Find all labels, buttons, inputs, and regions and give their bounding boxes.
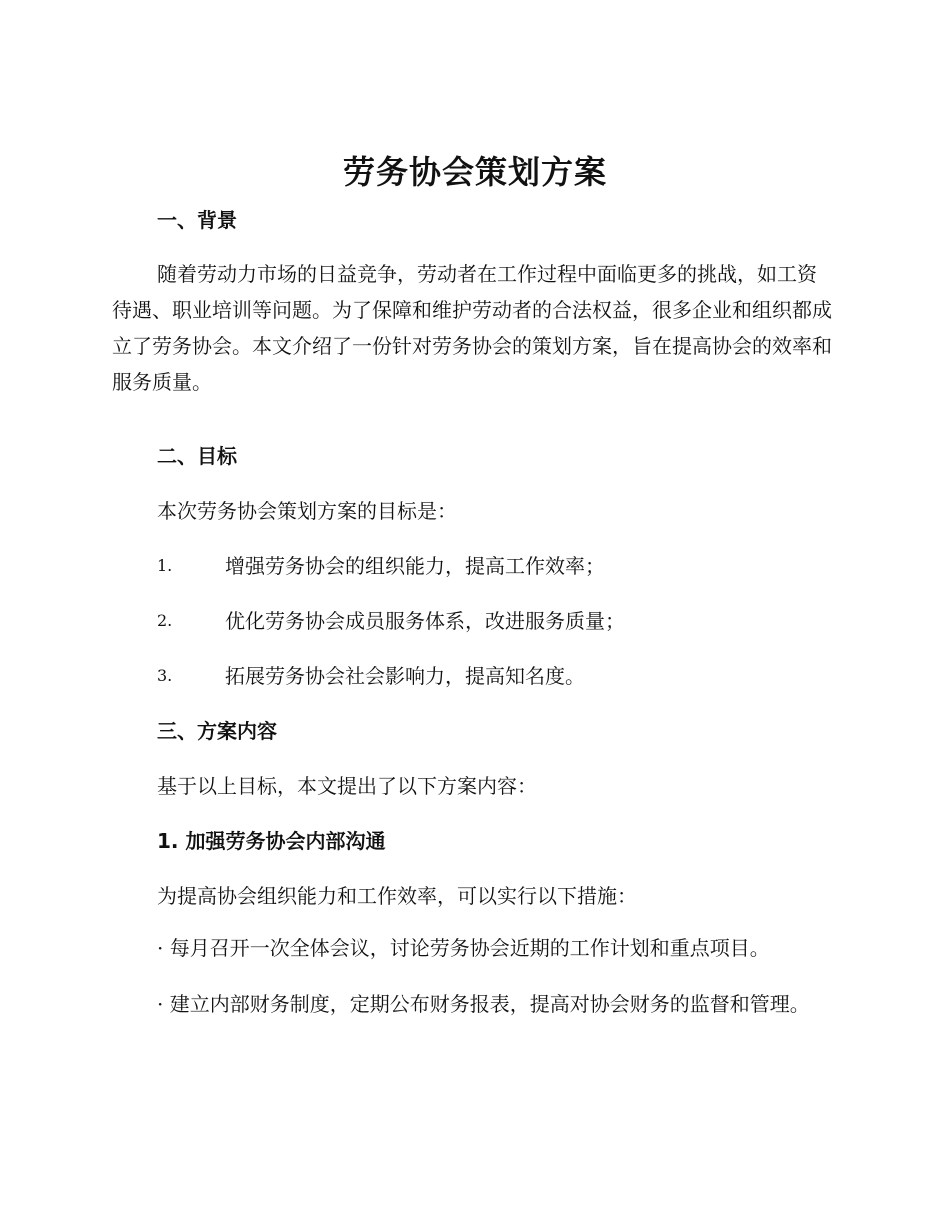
bullet-item-finance: · 建立内部财务制度，定期公布财务报表，提高对协会财务的监督和管理。	[157, 992, 810, 1016]
list-text: 优化劳务协会成员服务体系，改进服务质量；	[225, 609, 625, 633]
goal-list-item	[157, 661, 857, 691]
list-number: 3.	[157, 666, 173, 685]
communication-intro: 为提高协会组织能力和工作效率，可以实行以下措施：	[157, 884, 637, 908]
subsection-heading-communication: 1. 加强劳务协会内部沟通	[157, 829, 386, 853]
section-heading-plan: 三、方案内容	[157, 719, 277, 743]
goals-intro: 本次劳务协会策划方案的目标是：	[157, 499, 457, 523]
goal-list-item	[157, 606, 857, 636]
background-paragraph: 随着劳动力市场的日益竞争，劳动者在工作过程中面临更多的挑战，如工资待遇、职业培训等问题。为了保障和维护劳动者的合法权益，很多企业和组织都成立了劳务协会。本文介绍了一份针对劳务协会的策划方案，旨在提高协会的效率和服务质量。	[112, 262, 832, 394]
list-text: 增强劳务协会的组织能力，提高工作效率；	[225, 554, 605, 578]
list-number: 2.	[157, 611, 173, 630]
goal-list-item	[157, 551, 857, 581]
plan-intro: 基于以上目标，本文提出了以下方案内容：	[157, 774, 537, 798]
bullet-item-meeting: · 每月召开一次全体会议，讨论劳务协会近期的工作计划和重点项目。	[157, 936, 770, 960]
document-title: 劳务协会策划方案	[342, 153, 607, 191]
section-heading-goals: 二、目标	[157, 444, 237, 468]
section-heading-background: 一、背景	[157, 208, 237, 232]
list-text: 拓展劳务协会社会影响力，提高知名度。	[225, 664, 585, 688]
list-number: 1.	[157, 556, 173, 575]
